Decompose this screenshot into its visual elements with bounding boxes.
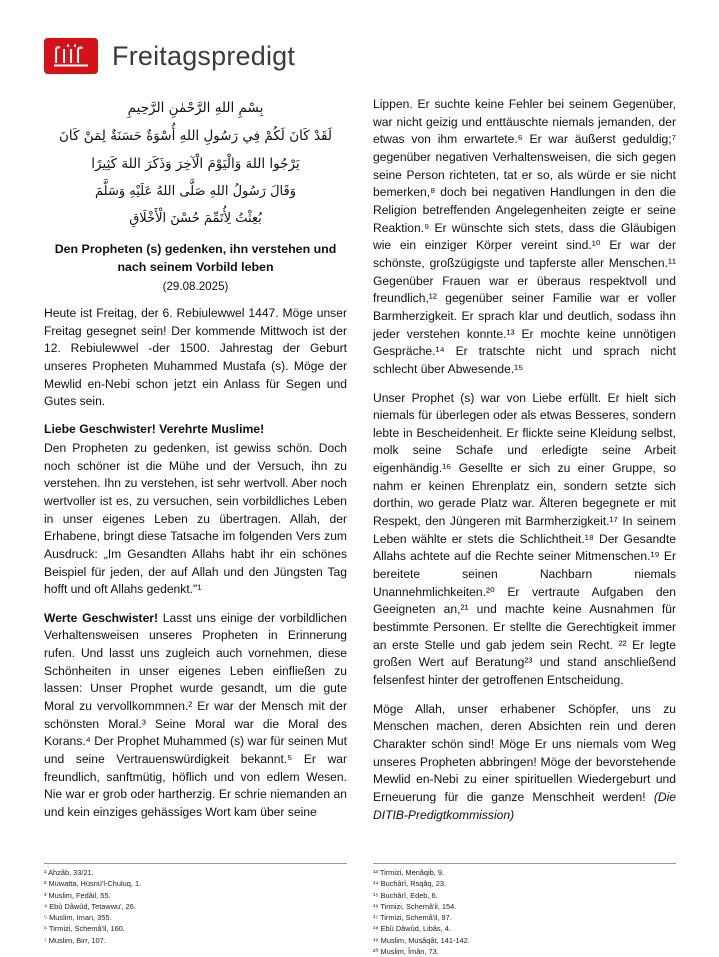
footnote-item: ¹⁸ Ebû Dâwûd, Libâs, 4. [373, 924, 451, 934]
arabic-verse-block [44, 96, 347, 231]
khutbah-date: (29.08.2025) [162, 279, 229, 293]
content-columns [44, 96, 675, 835]
arabic-line-basmala: بِسْمِ اللهِ الرَّحْمٰنِ الرَّحِيمِ [127, 100, 264, 116]
footnote-item: ² Muwatta, Hüsnü'l-Chuluq, 1. [44, 879, 142, 889]
footnote-item: ³ Muslim, Fedâil, 55. [44, 890, 111, 900]
paragraph-werte-geschwister-text: Lasst uns einige der vorbildlichen Verhaltensweisen unseres Propheten in Erinnerung rufen. Und lasst uns zugleich auch vornehmen, diese Schönheiten in unser eigenes Leben einfließen zu lassen: Unser Prophet wurde gesandt, um die gute Moral zu vervollkommnen.² Er war der Mensch mit der schönsten Moral.³ Seine Moral war die Moral des Korans.⁴ Der Prophet Muhammed (s) war für seinen Mut und seine Vertrauenswürdigkeit bekannt.⁵ Er war freundlich, sanftmütig, höflich und von edlem Wesen. Nie war er grob oder hartherzig. Er schrie niemanden an und kein einziges gehässiges Wort kam über seine [44, 610, 347, 820]
ditib-logo [44, 38, 98, 74]
footnotes-left [44, 863, 347, 957]
predigtkommission-attribution: (Die DITIB-Predigtkommission) [373, 789, 676, 822]
footnote-item: ⁶ Tirmizi, Schemâ'il, 160. [44, 924, 125, 934]
paragraph-intro: Heute ist Freitag, der 6. Rebiulewwel 1447. Möge unser Freitag gesegnet sein! Der kommende Mittwoch ist der 12. Rebiulewwel -der 1500. Jahrestag der Geburt unseres Propheten Muhammed Mustafa (s). Möge der Mewlid en-Nebi schon jetzt ein Anlass für Segen und Gutes sein. [44, 305, 347, 409]
paragraph-verstehen: Den Propheten zu gedenken, ist gewiss schön. Doch noch schöner ist die Mühe und der Versuch, ihn zu verstehen. Ihn zu verstehen, ist sehr wertvoll. Aber noch wertvoller ist es, zu versuchen, sein vorbildliches Leben in unser eigenes Leben zu übertragen. Allah, der Erhabene, bringt diese Tatsache im folgenden Vers zum Ausdruck: „Im Gesandten Allahs habt ihr ein schönes Beispiel für jeden, der auf Allah und den Jüngsten Tag hofft und oft Allahs gedenkt."¹ [44, 440, 347, 597]
footnote-item: ⁵ Muslim, Iman, 355. [44, 913, 112, 922]
footnote-item: ¹⁴ Buchârî, Rsqâq, 23. [373, 879, 447, 889]
footnote-item: ²⁰ Muslim, Îmân, 73. [373, 946, 439, 956]
footnotes-area [44, 863, 675, 957]
subheading-werte-geschwister: Werte Geschwister! [44, 610, 159, 625]
footnote-item: ¹⁶ Tirmizi, Schemâ'il, 154. [373, 901, 457, 911]
paragraph-dua [373, 701, 676, 825]
paragraph-werte-geschwister [44, 610, 347, 822]
footnote-item: ⁷ Muslim, Birr, 107. [44, 935, 106, 945]
arabic-line-verse-2: يَرْجُوا اللهَ وَالْيَوْمَ الْآخِرَ وَذَكَرَ اللهَ كَثِيرًا [91, 155, 300, 172]
arabic-line-verse-1: لَقَدْ كَانَ لَكُمْ فِي رَسُولِ اللهِ أُسْوَةٌ حَسَنَةٌ لِمَنْ كَانَ [58, 127, 332, 144]
subheading-liebe-geschwister: Liebe Geschwister! Verehrte Muslime! [44, 421, 265, 436]
paragraph-liebe: Unser Prophet (s) war von Liebe erfüllt. Er hielt sich niemals für überlegen oder als etwas Besseres, sondern lebte in Bescheidenheit. Er flickte seine Kleidung selbst, molk seine Schafe und erledigte seine Arbeit eigenhändig.¹⁶ Gesellte er sich zu einer Gruppe, so nahm er keinen Ehrenplatz ein, sondern setzte sich dorthin, wo gerade Platz war. Älteren begegnete er mit Respekt, den Jüngeren mit Barmherzigkeit.¹⁷ In seinem Leben wählte er stets die Schlichtheit.¹⁸ Der Gesandte Allahs achtete auf die Rechte seiner Mitmenschen.¹⁹ Er bereitete seinen Nachbarn niemals Unannehmlichkeiten.²⁰ Er vertraute Aufgaben den Geeigneten an,²¹ und machte keine Ausnahmen für bestimmte Personen. Er stellte die Gerechtigkeit immer an erste Stelle und gab jedem sein Recht. ²² Er legte großen Wert auf Beratung²³ und stand anschließend felsenfest hinter der getroffenen Entscheidung. [373, 390, 676, 687]
paragraph-lippen: Lippen. Er suchte keine Fehler bei seinem Gegenüber, war nicht geizig und enttäuschte niemals jemanden, der etwas von ihm erwartete.⁶ Er war äußerst geduldig;⁷ gegenüber negativen Verhaltensweisen, die sich gegen seine Person richteten, tat er so, als würde er sie nicht bemerken,⁸ doch bei negativen Handlungen in den die Religion betreffenden Angelegenheiten zeigte er seine Reaktion.⁹ Er wünschte sich stets, dass die Gläubigen wie ein einziger Körper vereint sind.¹⁰ Er war der schönste, großzügigste und tapferste aller Menschen.¹¹ Gegenüber Frauen war er überaus respektvoll und freundlich,¹² gegenüber seiner Familie war er voller Barmherzigkeit. Er sprach klar und deutlich, sodass ihn jeder verstehen konnte.¹³ Er mochte keine unnötigen Gespräche.¹⁴ Er tratschte nicht und sprach nicht schlecht über Abwesende.¹⁵ [373, 97, 676, 376]
footnote-item: ¹⁵ Buchârî, Edeb, 6. [373, 890, 438, 900]
paragraph-dua-text: Möge Allah, unser erhabener Schöpfer, uns zu Menschen machen, deren Absichten rein und deren Charakter schön sind! Möge Er uns niemals vom Weg unseres Propheten abbringen! Möge der bevorstehende Mewlid en-Nebi zu einer spirituellen Wiedergeburt und Erneuerung für die ganze Menschheit werden! [373, 701, 676, 804]
footnote-item: ¹³ Tirmizi, Menâqib, 9. [373, 868, 445, 877]
arabic-line-hadith-intro: وَقَالَ رَسُولُ اللهِ صَلَّى اللهُ عَلَيْهِ وَسَلَّمَ [95, 183, 296, 199]
khutbah-title: Den Propheten (s) gedenken, ihn verstehen und nach seinem Vorbild leben [54, 242, 337, 274]
footnote-item: ⁴ Ebû Dâwûd, Tetawwu', 26. [44, 901, 136, 911]
footnote-item: ¹⁹ Muslim, Musâqât, 141-142. [373, 935, 470, 945]
footnote-item: ¹⁷ Tirmizi, Schemâ'il, 97. [373, 913, 452, 922]
footnote-item: ¹ Ahzâb, 33/21. [44, 868, 94, 877]
left-column [44, 96, 347, 833]
arabic-line-hadith: بُعِثْتُ لِأُتَمِّمَ حُسْنَ الْأَخْلَاقِ [129, 210, 262, 226]
page-title: Freitagspredigt [112, 40, 296, 71]
right-column [373, 96, 676, 835]
document-header [44, 38, 675, 74]
footnotes-right [373, 863, 676, 957]
